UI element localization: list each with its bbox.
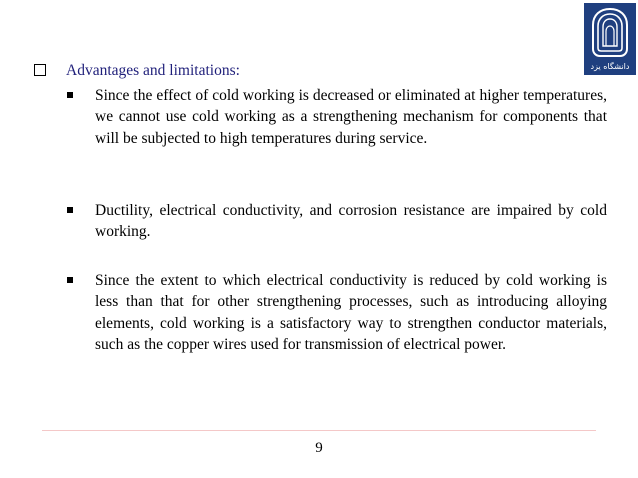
- square-bullet-icon: [67, 277, 73, 283]
- checkbox-bullet-icon: [34, 64, 46, 76]
- square-bullet-icon: [67, 207, 73, 213]
- bullet-item-2: [67, 200, 607, 243]
- logo-caption: دانشگاه یزد: [590, 62, 630, 71]
- footer-divider: [42, 430, 596, 431]
- section-heading-text: Advantages and limitations:: [66, 62, 240, 79]
- square-bullet-icon: [67, 92, 73, 98]
- bullet-item-3: [67, 270, 607, 356]
- bullet-text-1: Since the effect of cold working is decreased or eliminated at higher temperatures, we cannot use cold working as a strengthening mechanism for components that will be subjected to high temperatures during service.: [95, 87, 607, 147]
- bullet-item-1: [67, 85, 607, 149]
- bullet-text-3: Since the extent to which electrical conductivity is reduced by cold working is less than that for other strengthening processes, such as introducing alloying elements, cold working is a satisfactory way to strengthen conductor materials, such as the copper wires used for transmission of electrical power.: [95, 272, 607, 354]
- bullet-text-2: Ductility, electrical conductivity, and corrosion resistance are impaired by cold working.: [95, 202, 607, 241]
- section-heading: [34, 62, 614, 82]
- page-number: 9: [315, 440, 323, 456]
